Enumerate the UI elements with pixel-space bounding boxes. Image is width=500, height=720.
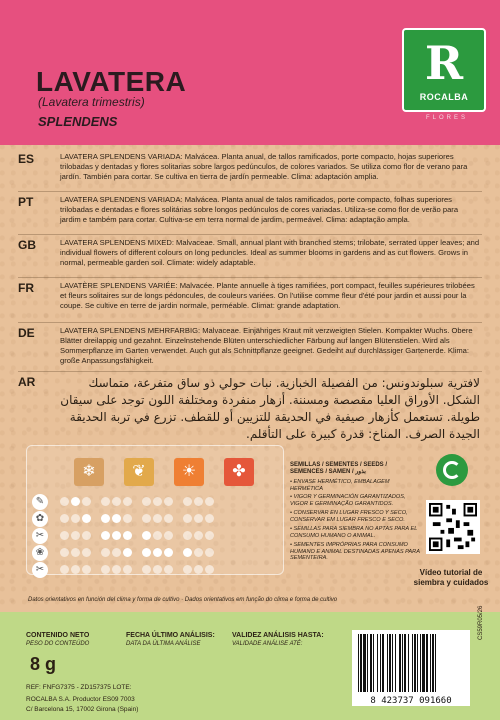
month-dot bbox=[164, 548, 173, 557]
sun-icon-glyph: ☀ bbox=[181, 463, 197, 480]
month-dot bbox=[123, 548, 132, 557]
month-dot bbox=[82, 497, 91, 506]
divider bbox=[18, 322, 482, 323]
producer: ROCALBA S.A. Productor ES09 7003 bbox=[26, 696, 135, 703]
month-dot bbox=[183, 514, 192, 523]
barcode-bar bbox=[367, 634, 368, 692]
snowflake-icon bbox=[74, 458, 104, 486]
month-dot bbox=[123, 514, 132, 523]
net-weight: 8 g bbox=[30, 654, 57, 674]
barcode-bar bbox=[387, 634, 388, 692]
barcode-bar bbox=[402, 634, 403, 692]
language-code: FR bbox=[18, 281, 34, 295]
month-dot bbox=[71, 548, 80, 557]
valid-sub: VALIDADE ANÁLISE ATÉ: bbox=[232, 641, 303, 647]
month-dot bbox=[71, 565, 80, 574]
month-dot bbox=[194, 514, 203, 523]
barcode-bar bbox=[360, 634, 362, 692]
month-dot bbox=[194, 531, 203, 540]
barcode-bar bbox=[426, 634, 428, 692]
disclaimer: Datos orientativos en función del clima y forma de cultivo · Dados orientativos em função do clima e forma de cultivo bbox=[28, 597, 338, 603]
scissors-icon: ✂ bbox=[32, 562, 48, 578]
flower-icon: ❀ bbox=[32, 545, 48, 561]
legend-item: • CONSERVAR EN LUGAR FRESCO Y SECO, CONSERVAR EM LUGAR FRESCO E SECO. bbox=[290, 510, 408, 523]
month-dot bbox=[112, 531, 121, 540]
month-dot bbox=[183, 531, 192, 540]
analysis-label: FECHA ÚLTIMO ANÁLISIS: bbox=[126, 632, 215, 639]
divider bbox=[18, 191, 482, 192]
latin-name: (Lavatera trimestris) bbox=[38, 95, 145, 109]
barcode-bar bbox=[395, 634, 396, 692]
month-dot bbox=[101, 514, 110, 523]
calendar-row bbox=[32, 511, 282, 527]
barcode-bar bbox=[430, 634, 431, 692]
logo-letter: R bbox=[424, 36, 464, 90]
plant-icon: ✿ bbox=[32, 511, 48, 527]
green-dot-icon bbox=[436, 454, 468, 486]
qr-code-icon bbox=[429, 503, 477, 551]
sun-icon bbox=[174, 458, 204, 486]
valid-label: VALIDEZ ANÁLISIS HASTA: bbox=[232, 632, 324, 639]
barcode-bar bbox=[389, 634, 391, 692]
month-dot bbox=[101, 565, 110, 574]
month-dot bbox=[71, 497, 80, 506]
description-text: LAVATERA SPLENDENS MEHRFARBIG: Malvaceae. Einjähriges Kraut mit verzweigten Stielen. Kompakter Wuchs. Obere Blätter dreilappig und gezahnt. Einzelnstehende Blüten unterschiedlicher Färbung auf langen Blütenstielen. Wird als Sommerpflanze im Garten verwendet. Auch gut als Schnittpflanze geeignet. Gedeiht auf durchlässiger Gartenerde. Klima: große Anpassungsfähigkeit. bbox=[60, 326, 473, 365]
divider bbox=[18, 277, 482, 278]
month-dot bbox=[123, 565, 132, 574]
legend-item: • ENVASE HERMÉTICO, EMBALAGEM HERMÉTICA bbox=[290, 479, 390, 492]
net-sub: PESO DO CONTEÚDO bbox=[26, 641, 90, 647]
month-dot bbox=[164, 531, 173, 540]
barcode-bar bbox=[422, 634, 425, 692]
month-dot bbox=[183, 497, 192, 506]
side-code: CS59R05/26 bbox=[478, 605, 484, 640]
month-dot bbox=[205, 548, 214, 557]
month-dot bbox=[82, 514, 91, 523]
barcode-bar bbox=[392, 634, 393, 692]
month-dot bbox=[82, 548, 91, 557]
barcode-bar bbox=[408, 634, 409, 692]
legend-item: • VIGOR Y GERMINACIÓN GARANTIZADOS, VIGOR E GERMINAÇÃO GARANTIDOS. bbox=[290, 494, 406, 507]
month-dot bbox=[164, 497, 173, 506]
month-dot bbox=[183, 565, 192, 574]
watering-icon: ✂ bbox=[32, 528, 48, 544]
description-text: LAVATERA SPLENDENS MIXED: Malvaceae. Small, annual plant with branched stems; trilobate, serrated upper leaves; and individual flowers of different colours on long peduncles. Ideal as summer blooms in gardens and as cut flowers. Grows in normal, permeable garden soil. Climate: widely adaptable. bbox=[60, 238, 480, 267]
calendar-row bbox=[32, 494, 282, 510]
month-dot bbox=[142, 514, 151, 523]
analysis-sub: DATA DA ÚLTIMA ANÁLISE bbox=[126, 641, 201, 647]
month-dot bbox=[153, 565, 162, 574]
brand-name: ROCALBA bbox=[419, 92, 469, 102]
description-text: لافترية سبلوندونس: من الفصيلة الخبازية. نبات حولي ذو ساق متفرعة، متماسك الشكل. الأوراق العليا مقصصة ومسننة. أزهار منفردة ومختلفة اللون توجد على سيقان طويلة. تستعمل كأزهار صيفية في الحديقة للتزيين أو للقطف. تزرع في تربة الحديقة الجيدة الصرف. المناخ: قدرة كبيرة على التأقلم. bbox=[60, 376, 480, 441]
barcode-bar bbox=[414, 634, 416, 692]
barcode-bar bbox=[417, 634, 418, 692]
month-dot bbox=[101, 548, 110, 557]
month-dot bbox=[82, 565, 91, 574]
month-dot bbox=[153, 497, 162, 506]
video-caption: Vídeo tutorial de siembra y cuidados bbox=[413, 568, 489, 587]
description-text: LAVATERA SPLENDENS VARIADA: Malvácea. Planta anual de talos ramificados, porte compacto, folhas superiores trilobadas e dentadas e flores solitárias sobre longos pedúnculos de cores variadas. Utiliza-se como flor de verão para jardim e também para cortar. Cultiva-se em terra normal de jardim, permeável. Clima: adaptação ampla. bbox=[60, 195, 459, 224]
barcode-bar bbox=[420, 634, 421, 692]
month-dot bbox=[194, 497, 203, 506]
month-dot bbox=[205, 531, 214, 540]
month-dot bbox=[71, 531, 80, 540]
month-dot bbox=[164, 565, 173, 574]
variety-name: SPLENDENS bbox=[38, 114, 118, 129]
description-text: LAVATÈRE SPLENDENS VARIÉE: Malvacée. Plante annuelle à tiges ramifiées, port compact, feuilles supérieures trilobées et fleurs solitaires sur de longs pédoncules, de couleurs variées. On l'utilise comme fleur d'été pour jardin et aussi pour la coupe. Se cultive en terre de jardin normale, perméable. Climat: grande adaptation. bbox=[60, 281, 475, 310]
barcode-bar bbox=[358, 634, 359, 692]
month-dot bbox=[82, 531, 91, 540]
barcode-bar bbox=[382, 634, 384, 692]
month-dot bbox=[194, 565, 203, 574]
barcode-bar bbox=[373, 634, 374, 692]
language-code: DE bbox=[18, 326, 35, 340]
language-code: AR bbox=[18, 375, 36, 389]
calendar-row bbox=[32, 562, 282, 578]
month-dot bbox=[164, 514, 173, 523]
barcode-bar bbox=[435, 634, 436, 692]
month-dot bbox=[205, 565, 214, 574]
calendar-row bbox=[32, 528, 282, 544]
address: C/ Barcelona 15, 17002 Girona (Spain) bbox=[26, 706, 139, 713]
barcode-bar bbox=[432, 634, 434, 692]
month-dot bbox=[194, 548, 203, 557]
month-dot bbox=[101, 531, 110, 540]
month-dot bbox=[153, 514, 162, 523]
month-dot bbox=[60, 497, 69, 506]
month-dot bbox=[123, 531, 132, 540]
month-dot bbox=[123, 497, 132, 506]
leaf-icon-glyph: ❦ bbox=[132, 463, 146, 480]
month-dot bbox=[183, 548, 192, 557]
legend-item: • SEMENTES IMPRÓPRIAS PARA CONSUMO HUMANO E ANIMAL DESTINADAS APENAS PARA SEMENTEIRA. bbox=[290, 542, 420, 561]
divider bbox=[18, 234, 482, 235]
month-dot bbox=[60, 565, 69, 574]
month-dot bbox=[205, 514, 214, 523]
month-dot bbox=[142, 548, 151, 557]
barcode-icon bbox=[352, 630, 470, 694]
language-code: ES bbox=[18, 152, 35, 166]
barcode-bar bbox=[404, 634, 406, 692]
barcode-bar bbox=[377, 634, 378, 692]
barcode-number: 8 423737 091660 bbox=[370, 696, 452, 706]
month-dot bbox=[60, 548, 69, 557]
leaf-icon bbox=[124, 458, 154, 486]
month-dot bbox=[112, 548, 121, 557]
barcode-bar bbox=[370, 634, 372, 692]
divider bbox=[18, 371, 482, 372]
month-dot bbox=[112, 565, 121, 574]
barcode-bar bbox=[363, 634, 366, 692]
language-code: PT bbox=[18, 195, 34, 209]
month-dot bbox=[60, 531, 69, 540]
legend-title: SEMILLAS / SEMENTES / SEEDS / SEMENCES / SAMEN / بذور bbox=[290, 462, 388, 475]
product-title: LAVATERA bbox=[36, 66, 187, 97]
barcode-bar bbox=[399, 634, 401, 692]
reference: REF: FNFG7375 - ZD157375 LOTE: bbox=[26, 684, 132, 691]
month-dot bbox=[112, 514, 121, 523]
barcode bbox=[352, 630, 470, 706]
calendar-row bbox=[32, 545, 282, 561]
barcode-bar bbox=[412, 634, 413, 692]
description-text: LAVATERA SPLENDENS VARIADA: Malvácea. Planta anual, de tallos ramificados, porte compacto, hojas superiores trilobadas y dentadas y flores solitarias sobre largos pedúnculos, de colores variados. Se utiliza como flor de verano para jardín. También para cortar. Se cultiva en tierra de jardín permeable. Clima: adaptación amplia. bbox=[60, 152, 468, 181]
month-dot bbox=[142, 531, 151, 540]
qr-code[interactable] bbox=[426, 500, 480, 554]
month-dot bbox=[101, 497, 110, 506]
barcode-bar bbox=[380, 634, 381, 692]
snowflake-icon-glyph: ❄ bbox=[82, 463, 96, 480]
maple-leaf-icon bbox=[224, 458, 254, 486]
month-dot bbox=[60, 514, 69, 523]
net-label: CONTENIDO NETO bbox=[26, 632, 90, 639]
maple-leaf-icon-glyph: ✤ bbox=[232, 463, 246, 480]
brand-logo bbox=[402, 28, 486, 112]
month-dot bbox=[71, 514, 80, 523]
month-dot bbox=[142, 565, 151, 574]
month-dot bbox=[142, 497, 151, 506]
month-dot bbox=[153, 531, 162, 540]
language-code: GB bbox=[18, 238, 36, 252]
legend-item: • SEMILLAS PARA SIEMBRA NO APTAS PARA EL CONSUMO HUMANO O ANIMAL. bbox=[290, 526, 418, 539]
seed-icon: ✎ bbox=[32, 494, 48, 510]
month-dot bbox=[205, 497, 214, 506]
brand-sub: FLORES bbox=[425, 115, 468, 121]
month-dot bbox=[153, 548, 162, 557]
month-dot bbox=[112, 497, 121, 506]
